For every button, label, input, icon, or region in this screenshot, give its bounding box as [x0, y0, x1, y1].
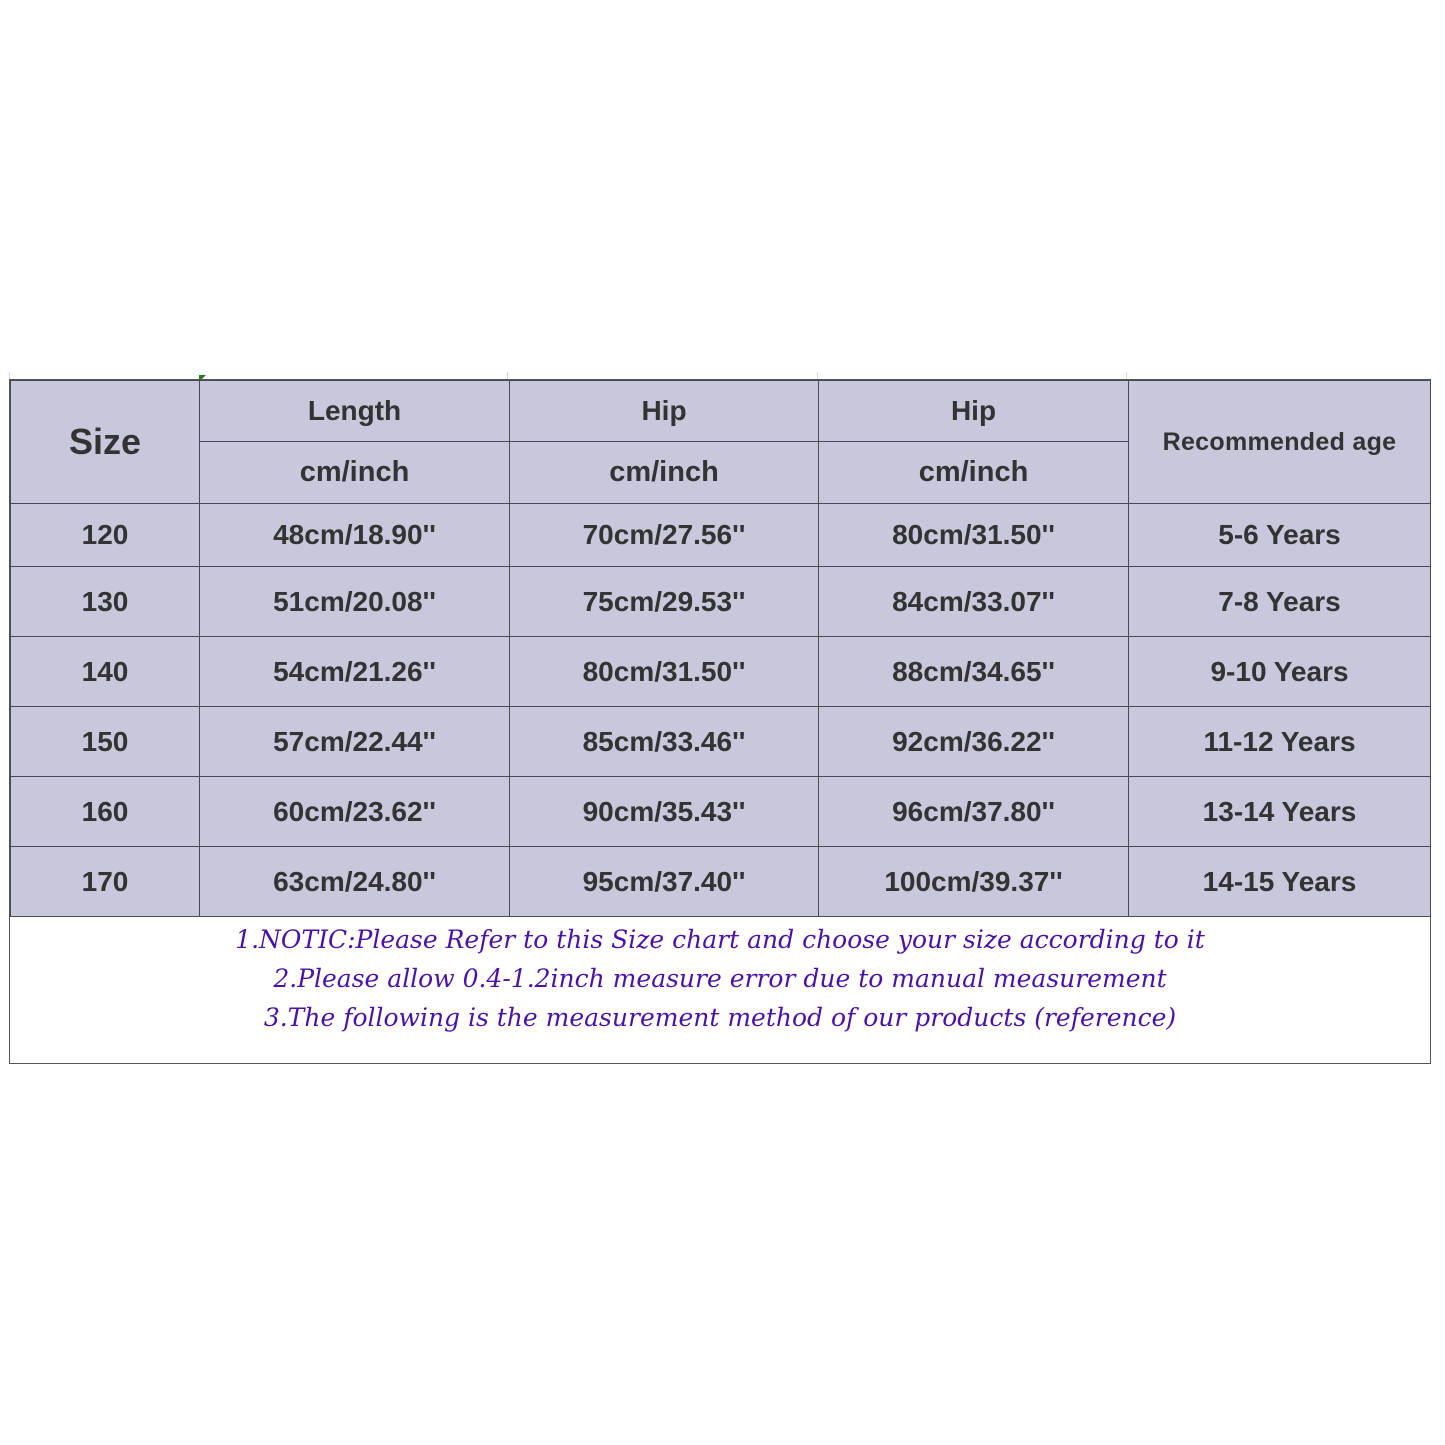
- cell-age: 7-8 Years: [1129, 567, 1431, 637]
- note-line: 2.Please allow 0.4-1.2inch measure error due to manual measurement: [273, 964, 1167, 993]
- cell-size: 160: [11, 777, 200, 847]
- cell-hip-2: 92cm/36.22'': [819, 707, 1129, 777]
- header-size: Size: [11, 381, 200, 504]
- size-notes: [10, 916, 1430, 1063]
- header-length: Length: [200, 381, 510, 442]
- cell-length: 54cm/21.26'': [200, 637, 510, 707]
- cell-hip-2: 88cm/34.65'': [819, 637, 1129, 707]
- table-row: [11, 504, 1431, 567]
- cell-length: 57cm/22.44'': [200, 707, 510, 777]
- note-line: 1.NOTIC:Please Refer to this Size chart and choose your size according to it: [235, 925, 1205, 954]
- table-row: [11, 777, 1431, 847]
- cell-hip-1: 75cm/29.53'': [510, 567, 819, 637]
- unit-hip-1: cm/inch: [510, 442, 819, 504]
- unit-length: cm/inch: [200, 442, 510, 504]
- table-row: [11, 637, 1431, 707]
- cell-age: 11-12 Years: [1129, 707, 1431, 777]
- cell-hip-2: 84cm/33.07'': [819, 567, 1129, 637]
- header-recommended-age: Recommended age: [1129, 381, 1431, 504]
- note-line: 3.The following is the measurement method of our products (reference): [263, 1003, 1177, 1032]
- unit-hip-2: cm/inch: [819, 442, 1129, 504]
- header-row: [11, 381, 1431, 442]
- cell-hip-2: 80cm/31.50'': [819, 504, 1129, 567]
- header-hip-2: Hip: [819, 381, 1129, 442]
- cell-size: 170: [11, 847, 200, 917]
- cell-age: 5-6 Years: [1129, 504, 1431, 567]
- size-chart-sheet: [9, 379, 1431, 1064]
- cell-age: 13-14 Years: [1129, 777, 1431, 847]
- cell-hip-2: 100cm/39.37'': [819, 847, 1129, 917]
- cell-size: 120: [11, 504, 200, 567]
- size-table: [10, 380, 1431, 917]
- cell-length: 60cm/23.62'': [200, 777, 510, 847]
- cell-length: 48cm/18.90'': [200, 504, 510, 567]
- cell-hip-2: 96cm/37.80'': [819, 777, 1129, 847]
- cell-hip-1: 70cm/27.56'': [510, 504, 819, 567]
- cell-hip-1: 80cm/31.50'': [510, 637, 819, 707]
- cell-size: 140: [11, 637, 200, 707]
- cell-hip-1: 90cm/35.43'': [510, 777, 819, 847]
- table-row: [11, 707, 1431, 777]
- table-row: [11, 847, 1431, 917]
- cell-hip-1: 95cm/37.40'': [510, 847, 819, 917]
- cell-size: 130: [11, 567, 200, 637]
- header-hip-1: Hip: [510, 381, 819, 442]
- cell-length: 51cm/20.08'': [200, 567, 510, 637]
- cell-age: 14-15 Years: [1129, 847, 1431, 917]
- cell-size: 150: [11, 707, 200, 777]
- table-row: [11, 567, 1431, 637]
- cell-hip-1: 85cm/33.46'': [510, 707, 819, 777]
- cell-length: 63cm/24.80'': [200, 847, 510, 917]
- cell-age: 9-10 Years: [1129, 637, 1431, 707]
